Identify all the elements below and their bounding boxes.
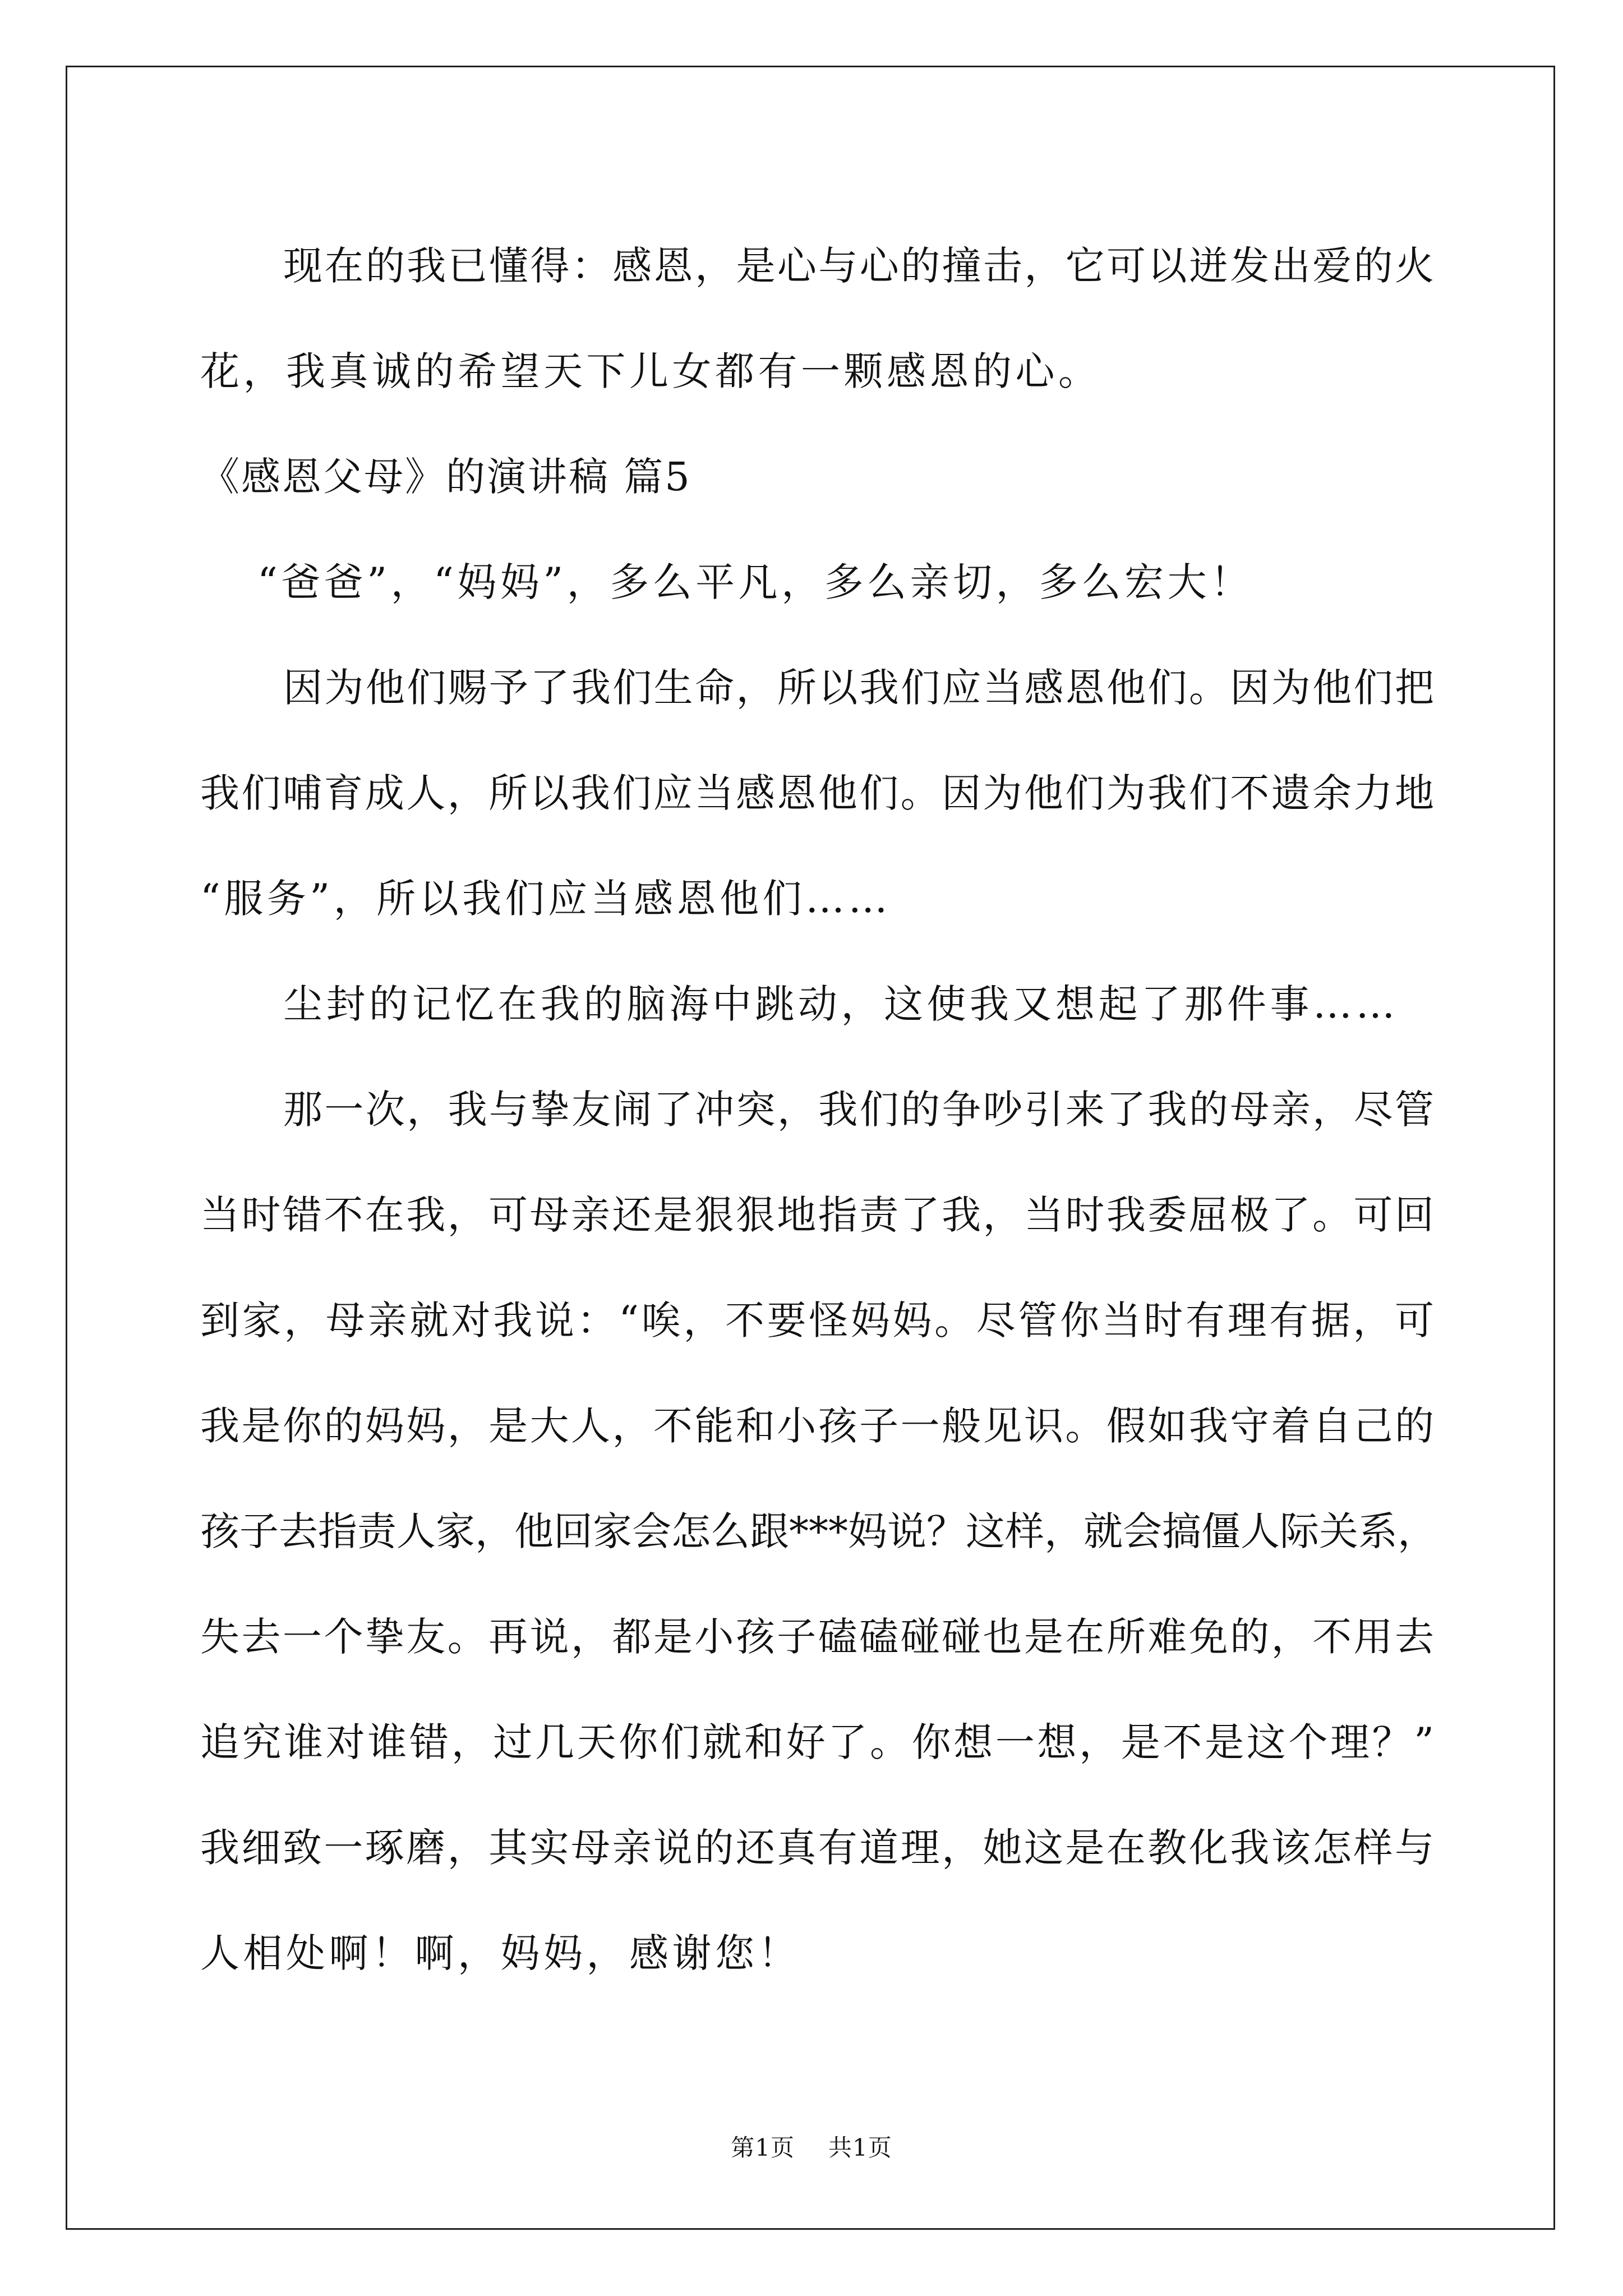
paragraph-line: 人相处啊！啊，妈妈，感谢您！	[200, 1930, 801, 1976]
page-number: 第1页	[731, 2134, 795, 2161]
paragraph-line: 花，我真诚的希望天下儿女都有一颗感恩的心。	[200, 348, 1101, 394]
page-footer	[0, 2129, 1623, 2163]
paragraph-line: 我们哺育成人，所以我们应当感恩他们。因为他们为我们不遗余力地	[200, 770, 1434, 816]
paragraph-line: 孩子去指责人家，他回家会怎么跟***妈说？这样，就会搞僵人际关系，	[200, 1508, 1437, 1554]
paragraph-line: “服务”，所以我们应当感恩他们……	[200, 876, 892, 922]
paragraph-line: 追究谁对谁错，过几天你们就和好了。你想一想，是不是这个理？”	[200, 1719, 1434, 1765]
paragraph-line: 现在的我已懂得：感恩，是心与心的撞击，它可以迸发出爱的火	[283, 243, 1434, 289]
page-total: 共1页	[828, 2134, 892, 2161]
paragraph-line: 尘封的记忆在我的脑海中跳动，这使我又想起了那件事……	[283, 981, 1399, 1027]
document-body	[200, 213, 1437, 2006]
paragraph-line: 那一次，我与挚友闹了冲突，我们的争吵引来了我的母亲，尽管	[283, 1087, 1434, 1133]
paragraph-line: 我细致一琢磨，其实母亲说的还真有道理，她这是在教化我该怎样与	[200, 1825, 1434, 1871]
paragraph-line: 当时错不在我，可母亲还是狠狠地指责了我，当时我委屈极了。可回	[200, 1192, 1434, 1238]
paragraph-line: 到家，母亲就对我说：“唉，不要怪妈妈。尽管你当时有理有据，可	[200, 1297, 1434, 1343]
paragraph-line: 失去一个挚友。再说，都是小孩子磕磕碰碰也是在所难免的，不用去	[200, 1614, 1434, 1660]
section-heading: 《感恩父母》的演讲稿 篇5	[200, 454, 691, 500]
paragraph-line: 因为他们赐予了我们生命，所以我们应当感恩他们。因为他们把	[283, 665, 1434, 711]
paragraph-line: “爸爸”，“妈妈”，多么平凡，多么亲切，多么宏大！	[257, 559, 1253, 605]
paragraph-line: 我是你的妈妈，是大人，不能和小孩子一般见识。假如我守着自己的	[200, 1403, 1434, 1449]
